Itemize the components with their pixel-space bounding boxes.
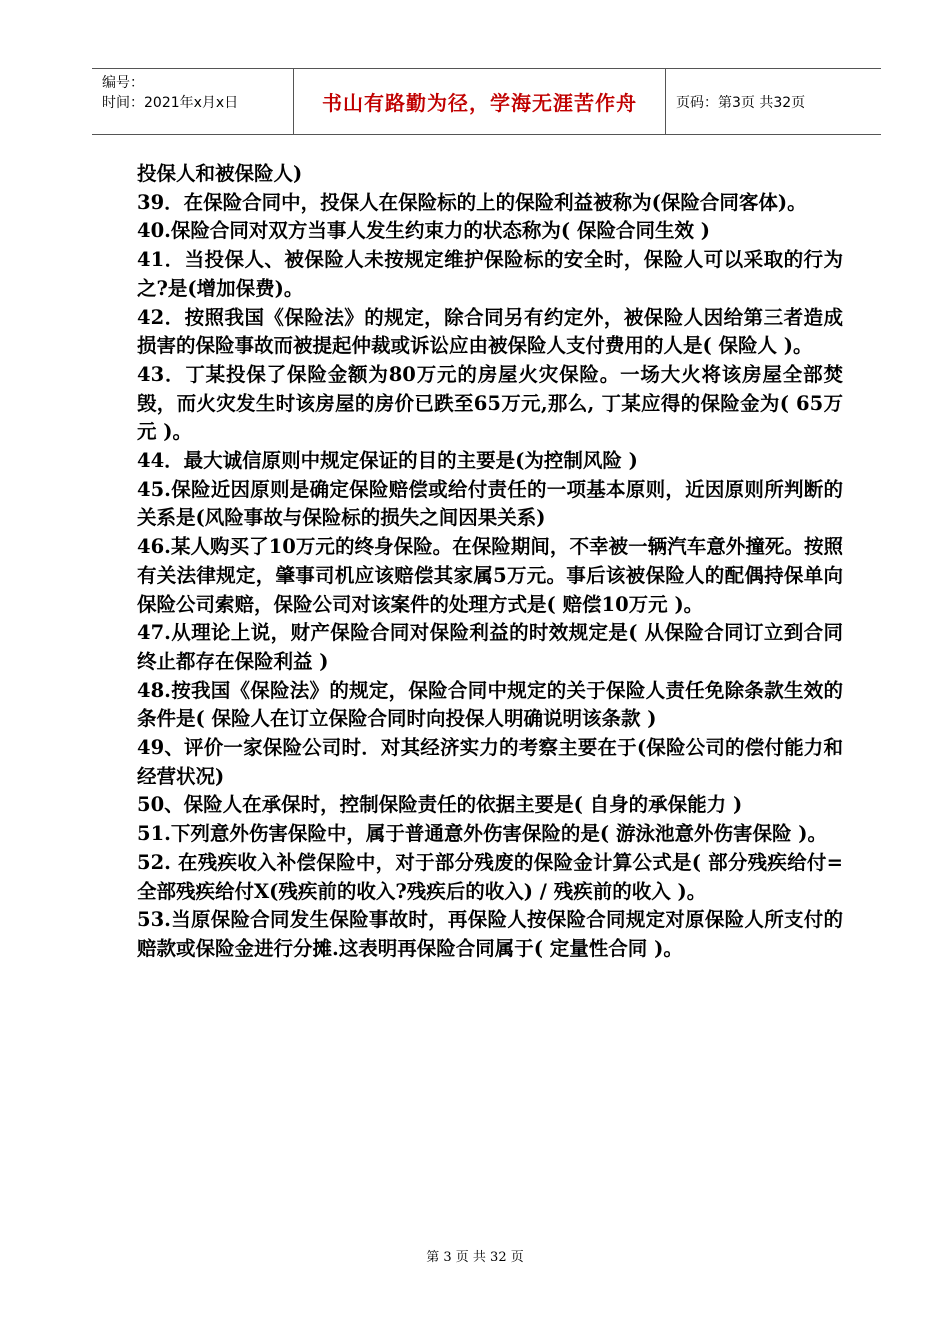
paragraph: 53.当原保险合同发生保险事故时，再保险人按保险合同规定对原保险人所支付的赔款或保险金进行分摊.这表明再保险合同属于( 定量性合同 )。 (137, 908, 843, 960)
paragraph: 39．在保险合同中，投保人在保险标的上的保险利益被称为(保险合同客体)。 (137, 190, 807, 214)
document-time-label: 时间：2021年x月x日 (102, 95, 239, 111)
paragraph: 43．丁某投保了保险金额为80万元的房屋火灾保险。一场大火将该房屋全部焚毁，而火灾发生时该房屋的房价已跌至65万元,那么, 丁某应得的保险金为( 65万元 )。 (137, 362, 843, 444)
document-number-label: 编号： (102, 75, 144, 91)
paragraph: 44．最大诚信原则中规定保证的目的主要是(为控制风险 ) (137, 449, 638, 473)
paragraph: 40.保险合同对双方当事人发生约束力的状态称为( 保险合同生效 ) (137, 219, 710, 243)
header-motto: 书山有路勤为径，学海无涯苦作舟 (293, 69, 666, 134)
paragraph: 46.某人购买了10万元的终身保险。在保险期间，不幸被一辆汽车意外撞死。按照有关法律规定，肇事司机应该赔偿其家属5万元。事后该被保险人的配偶持保单向保险公司索赔，保险公司对该案件的处理方式是( 赔偿10万元 )。 (137, 535, 843, 616)
paragraph: 42．按照我国《保险法》的规定，除合同另有约定外，被保险人因给第三者造成损害的保险事故而被提起仲裁或诉讼应由被保险人支付费用的人是( 保险人 )。 (137, 305, 843, 358)
header-meta (92, 69, 293, 134)
paragraph: 52. 在残疾收入补偿保险中，对于部分残废的保险金计算公式是( 部分残疾给付=全部残疾给付X(残疾前的收入?残疾后的收入) / 残疾前的收入 )。 (137, 850, 843, 903)
paragraph: 41．当投保人、被保险人未按规定维护保险标的安全时，保险人可以采取的行为之?是(增加保费)。 (137, 248, 843, 300)
paragraph: 50、保险人在承保时，控制保险责任的依据主要是( 自身的承保能力 ) (137, 793, 743, 817)
paragraph: 47.从理论上说，财产保险合同对保险利益的时效规定是( 从保险合同订立到合同终止都存在保险利益 ) (137, 621, 843, 673)
page-footer: 第 3 页 共 32 页 (426, 1250, 524, 1265)
paragraph: 51.下列意外伤害保险中，属于普通意外伤害保险的是( 游泳池意外伤害保险 )。 (137, 822, 827, 846)
paragraph: 48.按我国《保险法》的规定，保险合同中规定的关于保险人责任免除条款生效的条件是( 保险人在订立保险合同时向投保人明确说明该条款 ) (137, 678, 843, 731)
paragraph: 49、评价一家保险公司时．对其经济实力的考察主要在于(保险公司的偿付能力和经营状况) (137, 736, 843, 788)
page-header (92, 68, 881, 135)
paragraph: 投保人和被保险人) (137, 162, 303, 185)
paragraph: 45.保险近因原则是确定保险赔偿或给付责任的一项基本原则，近因原则所判断的关系是(风险事故与保险标的损失之间因果关系) (137, 477, 843, 530)
header-page-info: 页码：第3页 共32页 (676, 94, 806, 111)
document-body (137, 160, 843, 964)
